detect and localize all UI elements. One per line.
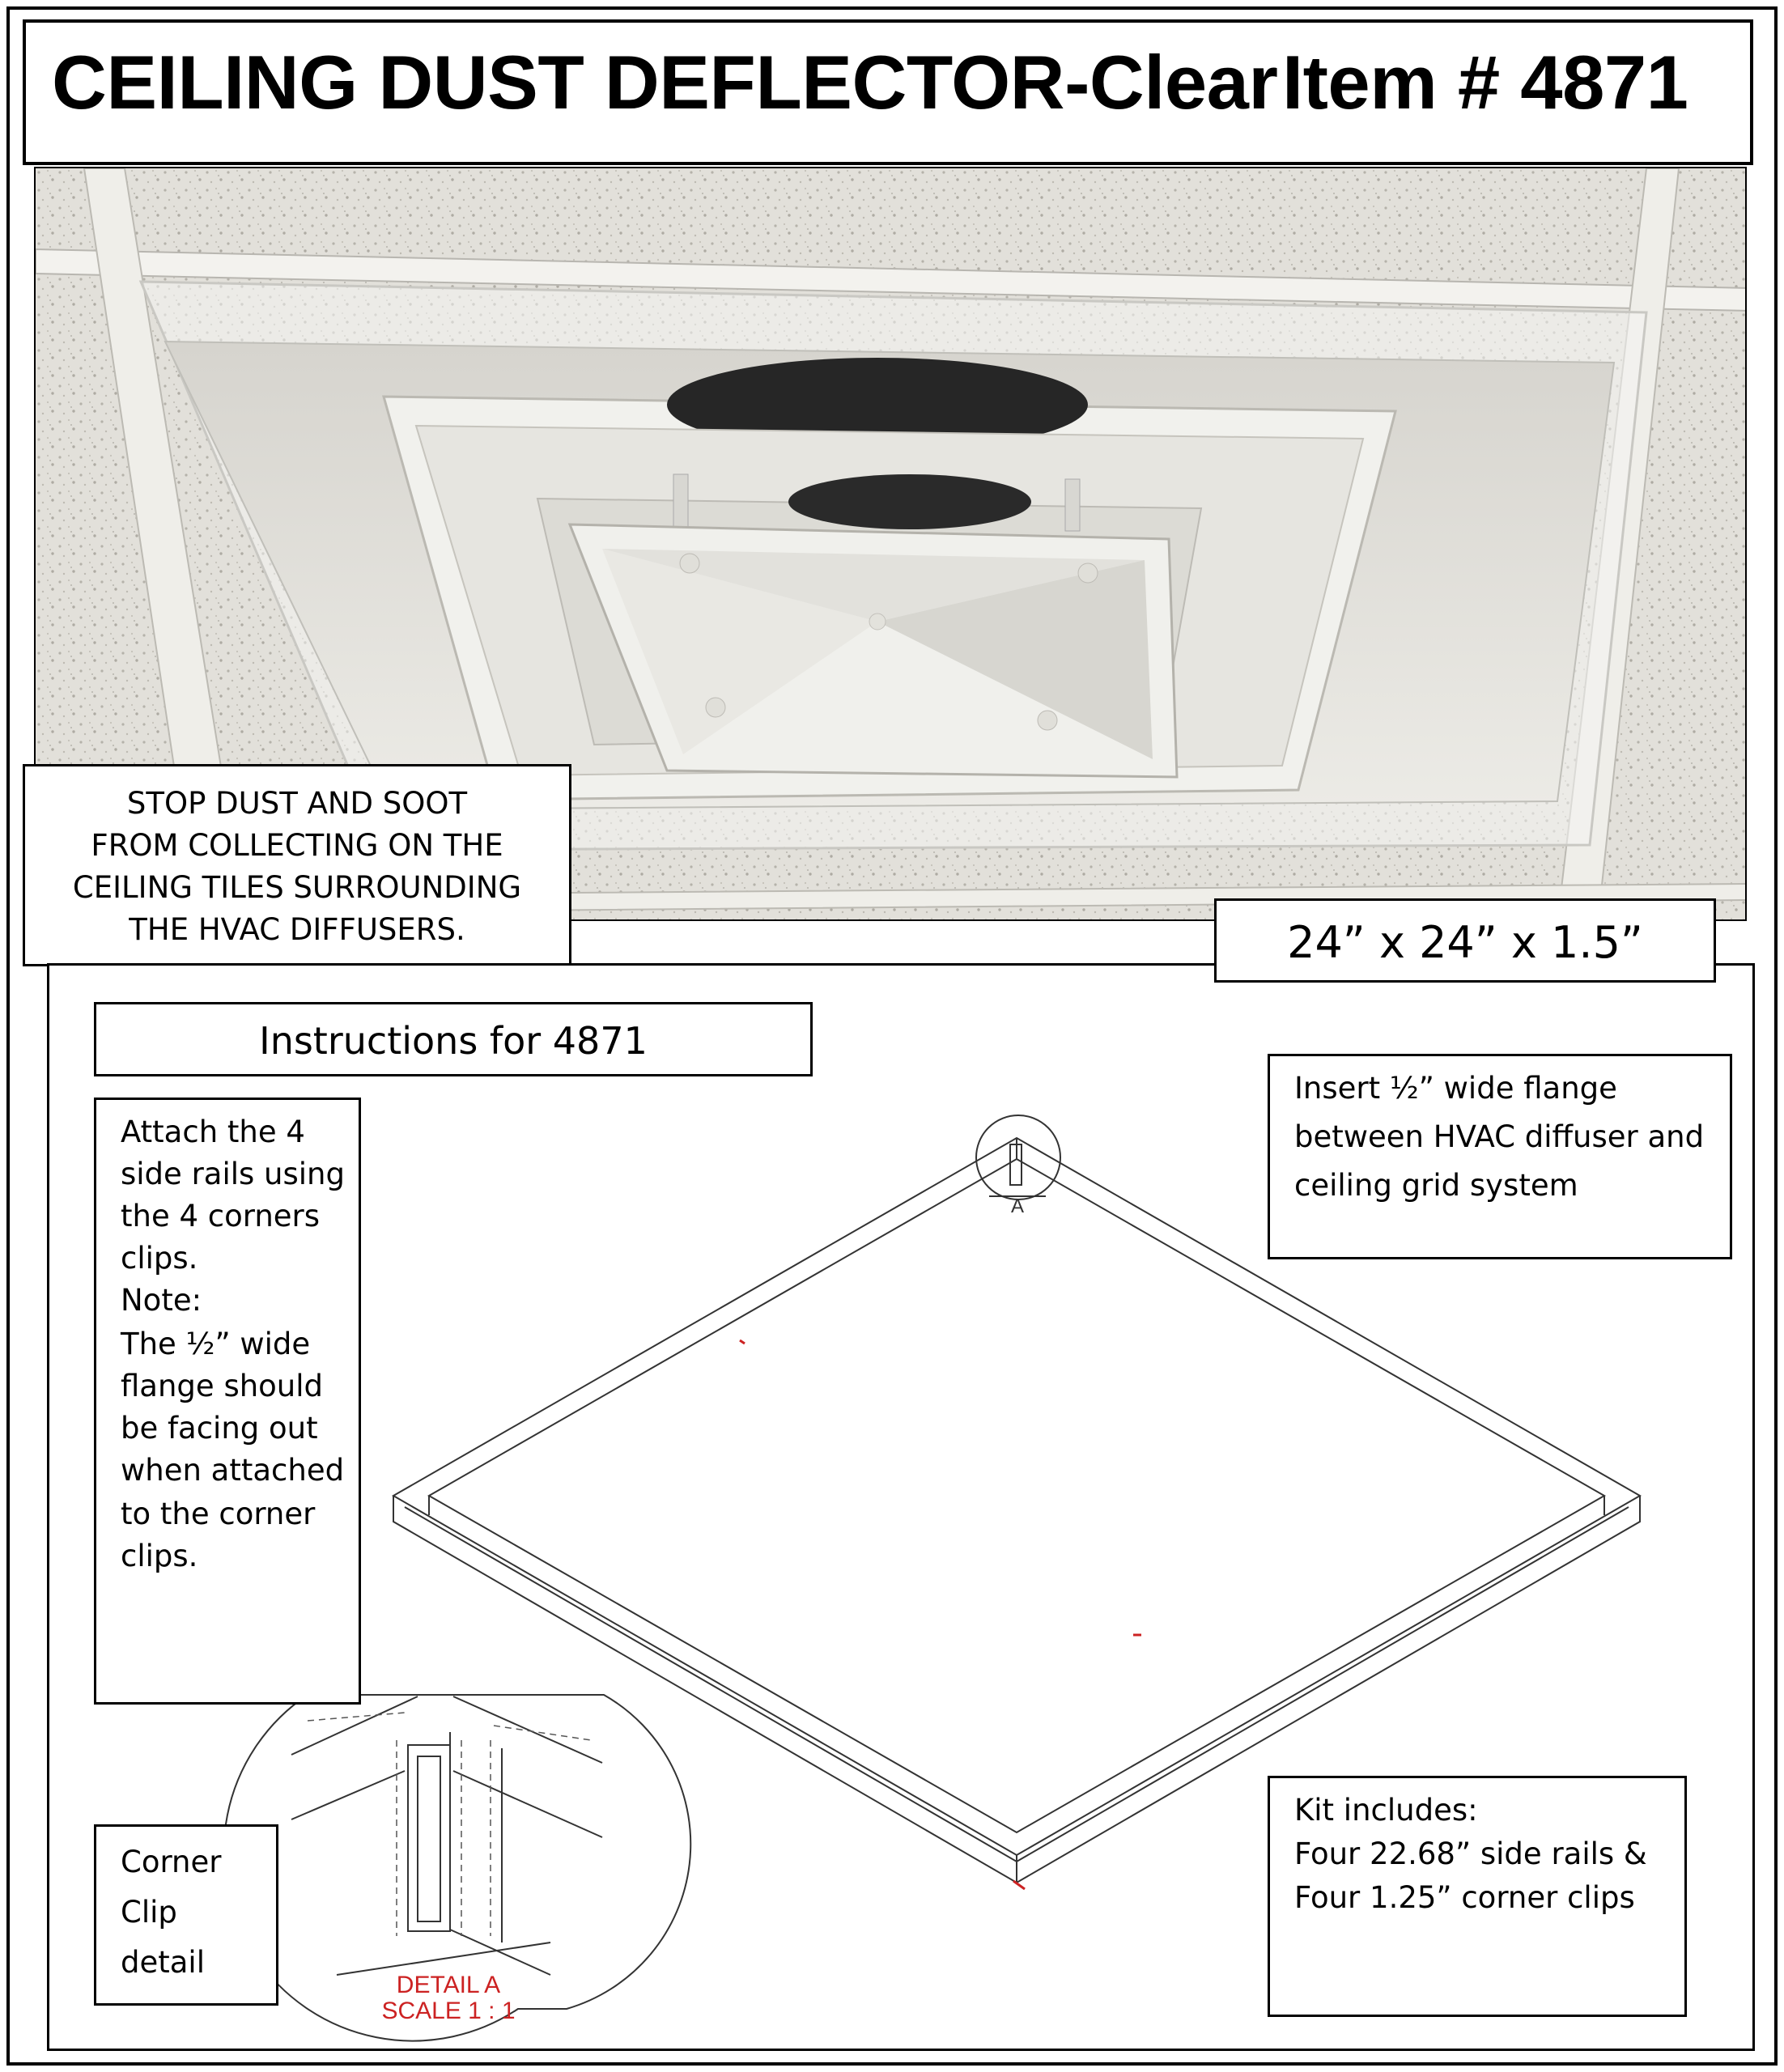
caption-line: FROM COLLECTING ON THE [91, 828, 503, 863]
header-box [23, 19, 1753, 165]
item-number: Item # 4871 [1282, 40, 1688, 125]
kit-line: Four 1.25” corner clips [1294, 1880, 1635, 1915]
detail-scale: SCALE 1 : 1 [381, 1998, 516, 2024]
caption-line: CEILING TILES SURROUNDING [72, 870, 522, 905]
dimensions-text: 24” x 24” x 1.5” [1287, 917, 1643, 968]
instructions-title-box [94, 1002, 813, 1076]
insert-note-box [1268, 1054, 1732, 1259]
detail-callout-label: A [1010, 1195, 1025, 1217]
kit-line: Kit includes: [1294, 1793, 1478, 1828]
attach-line: The ½” wide [121, 1327, 311, 1361]
attach-line: clips. [121, 1241, 198, 1276]
attach-line: Note: [121, 1283, 202, 1318]
attach-line: side rails using [121, 1157, 345, 1191]
corner-line: Corner [121, 1845, 222, 1879]
kit-line: Four 22.68” side rails & [1294, 1836, 1647, 1871]
detail-title: DETAIL A [396, 1972, 501, 1998]
caption-line: STOP DUST AND SOOT [126, 786, 468, 821]
insert-line: ceiling grid system [1294, 1168, 1578, 1203]
insert-line: Insert ½” wide flange [1294, 1071, 1617, 1106]
insert-line: between HVAC diffuser and [1294, 1119, 1705, 1154]
dimensions-box [1214, 898, 1716, 983]
instructions-title: Instructions for 4871 [259, 1019, 648, 1063]
kit-contents-box [1268, 1776, 1687, 2017]
corner-line: Clip [121, 1895, 177, 1930]
product-title: CEILING DUST DEFLECTOR-Clear [52, 40, 1278, 125]
attach-line: clips. [121, 1539, 198, 1573]
corner-line: detail [121, 1945, 205, 1980]
attach-line: Attach the 4 [121, 1115, 305, 1149]
corner-clip-label-box [94, 1824, 278, 2006]
attach-line: flange should [121, 1369, 324, 1403]
attach-note-box [94, 1098, 361, 1705]
caption-box [23, 764, 571, 966]
attach-line: to the corner [121, 1497, 316, 1531]
attach-line: when attached [121, 1453, 345, 1488]
attach-line: be facing out [121, 1411, 318, 1446]
attach-line: the 4 corners [121, 1199, 321, 1233]
caption-line: THE HVAC DIFFUSERS. [129, 912, 465, 947]
